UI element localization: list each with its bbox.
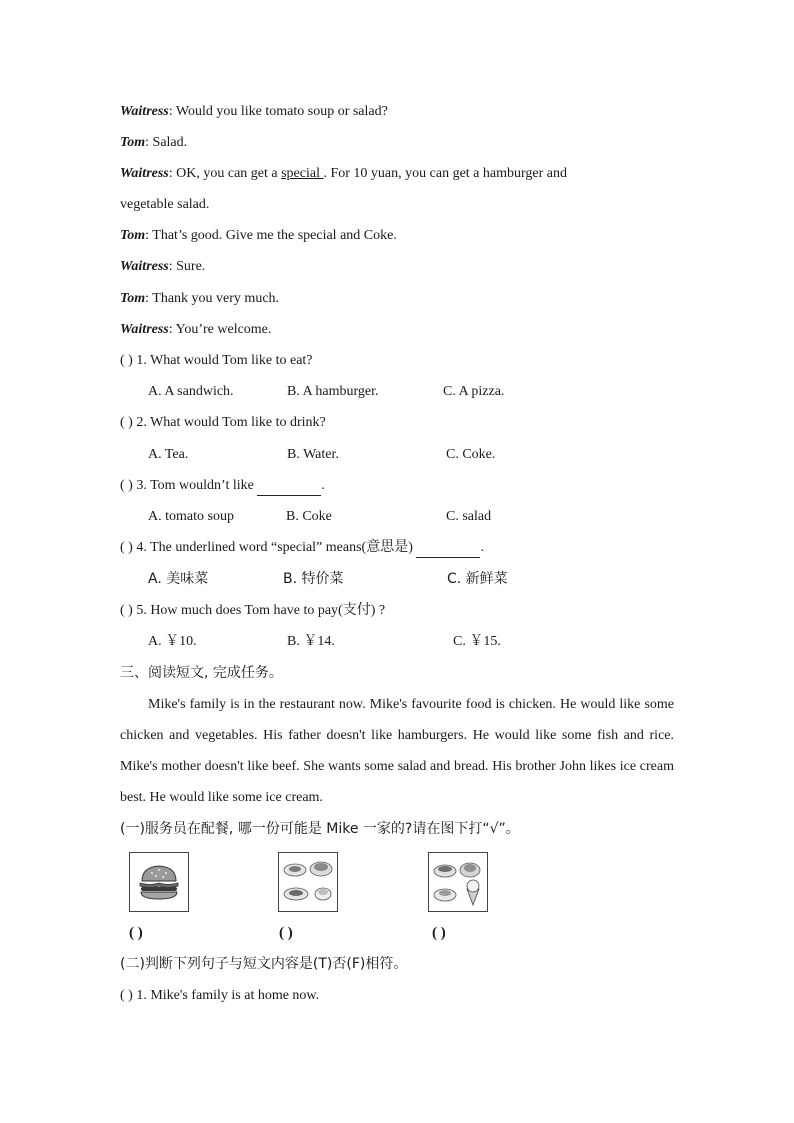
question-5-option-b[interactable]: B. ￥14. — [287, 634, 335, 649]
dialogue-text: : Thank you very much. — [145, 291, 280, 306]
question-5-stem: ( ) 5. How much does Tom have to pay(支付) ? — [120, 603, 386, 618]
question-1-option-c[interactable]: C. A pizza. — [443, 384, 505, 399]
question-5-option-c[interactable]: C. ￥15. — [453, 634, 501, 649]
dialogue-line-7 — [120, 321, 271, 339]
speaker: Waitress — [120, 259, 169, 274]
answer-blank[interactable] — [416, 539, 480, 558]
question-3-stem — [120, 477, 325, 496]
speaker: Waitress — [120, 166, 169, 181]
underlined-word: special — [281, 166, 324, 181]
speaker: Tom — [120, 291, 146, 306]
question-2-option-c[interactable]: C. Coke. — [446, 447, 496, 462]
speaker: Waitress — [120, 322, 169, 337]
food-icecream-icon — [429, 853, 487, 911]
picture-3-answer[interactable]: ( ) — [432, 925, 446, 941]
dialogue-line-5 — [120, 258, 205, 276]
dialogue-text: : Sure. — [168, 259, 206, 274]
dialogue-text: : You’re welcome. — [168, 322, 272, 337]
question-1-option-b[interactable]: B. A hamburger. — [287, 384, 379, 399]
reading-passage: Mike's family is in the restaurant now. Mike's favourite food is chicken. He would like some chicken and vegetables. His father doesn't like hamburgers. He would like some fish and rice. Mike's mother doesn't like beef. She wants some salad and bread. His brother John likes ice cream best. He would like some ice cream. — [120, 697, 674, 805]
dialogue-text: vegetable salad. — [120, 197, 210, 212]
section-3-heading: 三、阅读短文, 完成任务。 — [120, 665, 283, 681]
dialogue-line-4 — [120, 227, 397, 245]
meal-plates-icon — [279, 853, 337, 911]
question-1-stem: ( ) 1. What would Tom like to eat? — [120, 353, 313, 368]
dialogue-line-1 — [120, 103, 388, 121]
question-1-option-a[interactable]: A. A sandwich. — [148, 384, 234, 399]
speaker: Tom — [120, 135, 146, 150]
answer-blank[interactable] — [257, 477, 321, 496]
question-3-text: ( ) 3. Tom wouldn’t like — [120, 478, 258, 493]
dialogue-line-2 — [120, 134, 187, 152]
question-2-option-b[interactable]: B. Water. — [287, 447, 339, 462]
picture-2-answer[interactable]: ( ) — [279, 925, 293, 941]
question-4-option-c[interactable]: C. 新鲜菜 — [447, 571, 508, 587]
question-3-period: . — [321, 478, 325, 493]
dialogue-text: . For 10 yuan, you can get a hamburger and — [323, 166, 567, 181]
hamburger-picture — [129, 852, 189, 912]
dialogue-line-3 — [120, 165, 567, 183]
hamburger-icon — [130, 853, 188, 911]
dialogue-line-6 — [120, 290, 279, 308]
judge-statement-1: ( ) 1. Mike's family is at home now. — [120, 988, 320, 1003]
dialogue-line-3-continued — [120, 196, 209, 214]
question-4-stem — [120, 539, 484, 558]
part-2-instruction: (二)判断下列句子与短文内容是(T)否(F)相符。 — [120, 956, 408, 972]
question-3-option-c[interactable]: C. salad — [446, 509, 492, 524]
dialogue-text: : Would you like tomato soup or salad? — [168, 104, 388, 119]
question-4-period: . — [480, 540, 484, 555]
question-4-text: ( ) 4. The underlined word “special” means(意思是) — [120, 540, 417, 555]
speaker: Waitress — [120, 104, 169, 119]
meal-plates-picture — [278, 852, 338, 912]
food-icecream-picture — [428, 852, 488, 912]
dialogue-text: : That’s good. Give me the special and Coke. — [145, 228, 397, 243]
question-3-option-b[interactable]: B. Coke — [286, 509, 332, 524]
question-4-option-a[interactable]: A. 美味菜 — [148, 571, 209, 587]
question-4-option-b[interactable]: B. 特价菜 — [283, 571, 344, 587]
dialogue-text: : Salad. — [145, 135, 188, 150]
speaker: Tom — [120, 228, 146, 243]
dialogue-text: : OK, you can get a — [168, 166, 282, 181]
part-1-instruction: (一)服务员在配餐, 哪一份可能是 Mike 一家的?请在图下打“√”。 — [120, 821, 520, 837]
question-2-stem: ( ) 2. What would Tom like to drink? — [120, 415, 326, 430]
question-2-option-a[interactable]: A. Tea. — [148, 447, 189, 462]
question-3-option-a[interactable]: A. tomato soup — [148, 509, 234, 524]
question-5-option-a[interactable]: A. ￥10. — [148, 634, 197, 649]
picture-1-answer[interactable]: ( ) — [129, 925, 143, 941]
